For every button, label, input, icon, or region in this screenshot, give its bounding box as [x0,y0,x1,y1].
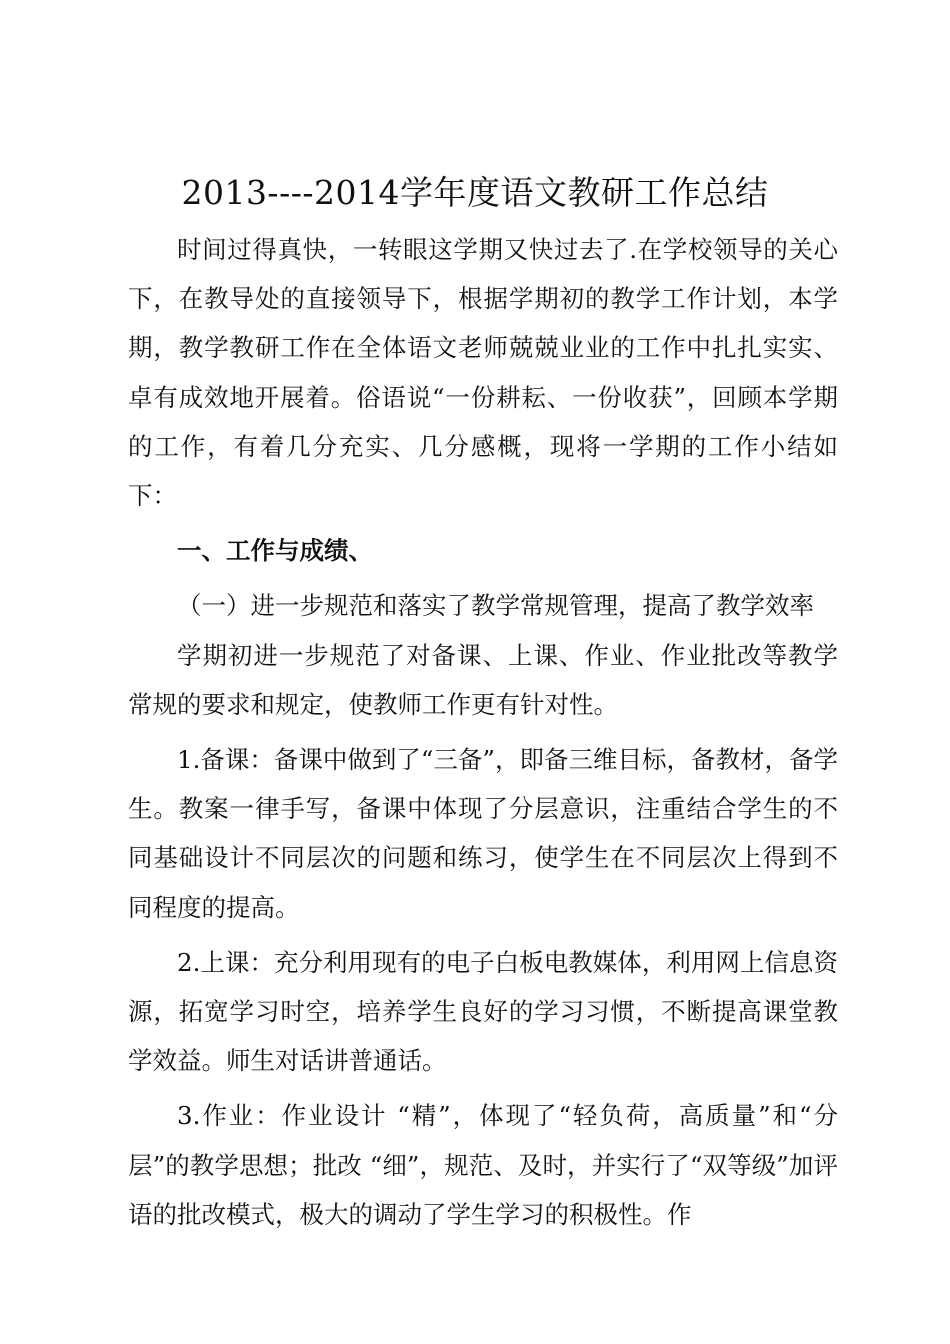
intro-paragraph: 时间过得真快，一转眼这学期又快过去了.在学校领导的关心下，在教导处的直接领导下，根据学期初的教学工作计划，本学期，教学教研工作在全体语文老师兢兢业业的工作中扎扎实实、卓有成效地开展着。俗语说“一份耕耘、一份收获”，回顾本学期的工作，有着几分充实、几分感概，现将一学期的工作小结如下： [128,235,838,511]
paragraph-lesson-preparation: 1.备课：备课中做到了“三备”，即备三维目标，备教材，备学生。教案一律手写，备课中体现了分层意识，注重结合学生的不同基础设计不同层次的问题和练习，使学生在不同层次上得到不同程度的提高。 [128,745,838,922]
paragraph-teaching: 2.上课：充分利用现有的电子白板电教媒体，利用网上信息资源，拓宽学习时空，培养学生良好的学习习惯，不断提高课堂教学效益。师生对话讲普通话。 [128,947,838,1076]
section-heading-work-and-achievements: 一、工作与成绩、 [177,536,373,566]
document-title: 2013----2014学年度语文教研工作总结 [181,173,769,212]
paragraph-homework: 3.作业：作业设计 “精”，体现了“轻负荷，高质量”和“分层”的教学思想；批改 “细”，规范、及时，并实行了“双等级”加评语的批改模式，极大的调动了学生学习的积极性。作 [128,1101,838,1229]
document-body [128,225,838,1239]
paragraph-routine-requirements: 学期初进一步规范了对备课、上课、作业、作业批改等教学常规的要求和规定，使教师工作更有针对性。 [128,640,838,719]
subsection-heading-routine-management: （一）进一步规范和落实了教学常规管理，提高了教学效率 [177,591,814,621]
